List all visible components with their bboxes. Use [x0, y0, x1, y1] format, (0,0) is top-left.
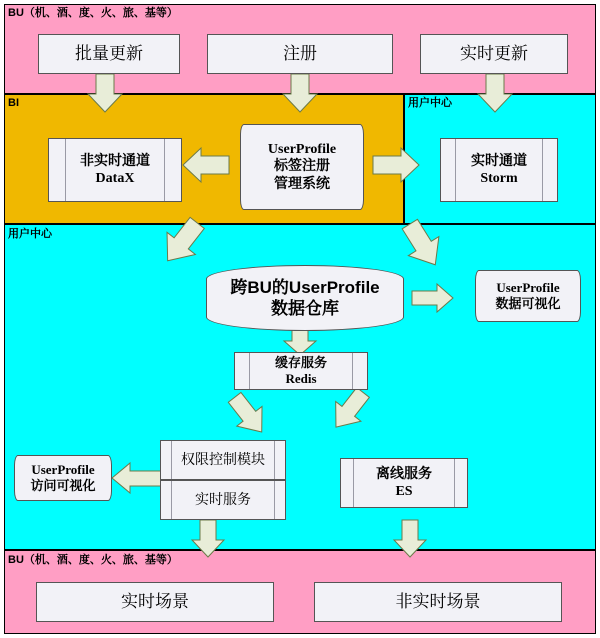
node-userprofile-tag-system[interactable]: [240, 124, 364, 210]
node-realtime-scene-line-1: 实时场景: [121, 592, 189, 612]
node-realtime-service-rule-left: [171, 481, 172, 519]
node-userprofile-tag-system-line-1: UserProfile: [267, 141, 337, 157]
node-realtime-channel-rule-right: [542, 139, 543, 201]
node-cache-service-rule-left: [249, 353, 250, 389]
arrow-offline-to-non-realtime-scene: [394, 520, 428, 558]
node-realtime-channel-line-1: 实时通道: [471, 153, 527, 169]
node-permission-module[interactable]: [160, 440, 286, 480]
arrow-tagsystem-to-storm: [371, 148, 419, 182]
node-permission-module-line-1: 权限控制模块: [181, 451, 265, 468]
node-non-realtime-scene-line-1: 非实时场景: [395, 592, 481, 612]
node-batch-update-line-1: 批量更新: [75, 44, 143, 64]
node-cache-service[interactable]: [234, 352, 368, 390]
node-non-realtime-channel-line-2: DataX: [95, 171, 135, 186]
node-realtime-scene[interactable]: [36, 582, 274, 622]
node-realtime-channel-line-2: Storm: [480, 171, 518, 186]
node-offline-service-rule-right: [454, 459, 455, 507]
arrow-storm-to-warehouse: [392, 214, 462, 284]
node-non-realtime-channel-rule-right: [164, 139, 165, 201]
node-access-visualization[interactable]: [14, 455, 112, 501]
node-realtime-service-rule-right: [274, 481, 275, 519]
node-userprofile-tag-system-line-3: 管理系统: [274, 176, 330, 192]
node-offline-service-line-2: ES: [395, 484, 413, 499]
node-realtime-channel[interactable]: [440, 138, 558, 202]
node-offline-service-rule-left: [353, 459, 354, 507]
node-non-realtime-channel[interactable]: [48, 138, 182, 202]
arrow-register-to-tagsystem: [283, 74, 323, 114]
band-bi-label: BI: [8, 97, 19, 109]
node-batch-update[interactable]: [38, 34, 180, 74]
node-cross-bu-warehouse[interactable]: [206, 265, 404, 331]
node-non-realtime-channel-line-1: 非实时通道: [80, 153, 150, 169]
node-realtime-update[interactable]: [420, 34, 568, 74]
arrow-batch-to-datax: [88, 74, 128, 114]
node-offline-service-line-1: 离线服务: [376, 466, 432, 482]
arrow-warehouse-to-visualization: [411, 283, 453, 313]
band-bu-bottom-label: BU（机、酒、度、火、旅、基等）: [8, 554, 178, 566]
node-userprofile-visualization-line-1: UserProfile: [496, 279, 560, 295]
node-realtime-service-line-1: 实时服务: [195, 491, 251, 508]
node-access-visualization-line-2: 访问可视化: [30, 478, 96, 493]
node-offline-service[interactable]: [340, 458, 468, 508]
node-access-visualization-line-1: UserProfile: [31, 461, 95, 477]
node-realtime-update-line-1: 实时更新: [460, 44, 528, 64]
node-cache-service-line-1: 缓存服务: [274, 354, 327, 370]
arrow-cache-to-offline: [320, 388, 382, 450]
arrow-realtime-service-to-scene: [192, 520, 226, 558]
band-user-center-top-label: 用户中心: [408, 97, 452, 109]
node-userprofile-tag-system-line-2: 标签注册: [274, 159, 330, 175]
arrow-realtime-to-storm: [478, 74, 518, 114]
node-permission-module-rule-left: [171, 441, 172, 479]
node-cache-service-rule-right: [352, 353, 353, 389]
node-non-realtime-scene[interactable]: [314, 582, 562, 622]
node-register-line-1: 注册: [283, 44, 317, 64]
node-realtime-channel-rule-left: [455, 139, 456, 201]
node-cross-bu-warehouse-line-1: 跨BU的UserProfile: [230, 277, 380, 297]
node-cross-bu-warehouse-line-2: 数据仓库: [271, 299, 339, 318]
arrow-tagsystem-to-datax: [183, 148, 231, 182]
band-user-center-main-label: 用户中心: [8, 228, 52, 240]
node-permission-module-rule-right: [274, 441, 275, 479]
node-register[interactable]: [207, 34, 393, 74]
node-realtime-service[interactable]: [160, 480, 286, 520]
node-userprofile-visualization[interactable]: [475, 270, 581, 322]
band-bu-top-label: BU（机、酒、度、火、旅、基等）: [8, 7, 178, 19]
node-non-realtime-channel-rule-left: [65, 139, 66, 201]
arrow-permission-to-access-visualization: [112, 462, 162, 494]
node-userprofile-visualization-line-2: 数据可视化: [495, 296, 561, 311]
node-cache-service-line-2: Redis: [285, 371, 317, 386]
